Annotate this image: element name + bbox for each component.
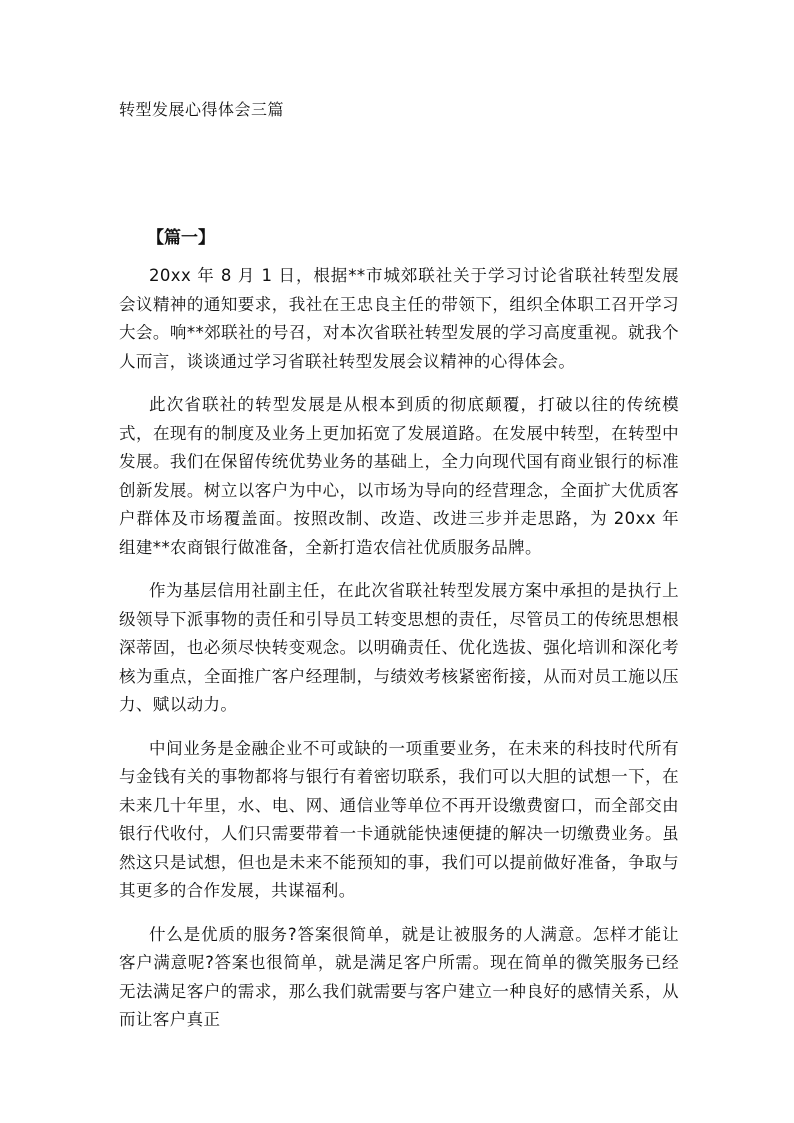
paragraph: 此次省联社的转型发展是从根本到质的彻底颠覆，打破以往的传统模式，在现有的制度及业务上更加拓宽了发展道路。在发展中转型，在转型中发展。我们在保留传统优势业务的基础上，全力向现代国有商业银行的标准创新发展。树立以客户为中心，以市场为导向的经营理念，全面扩大优质客户群体及市场覆盖面。按照改制、改造、改进三步并走思路，为 20xx 年组建**农商银行做准备，全新打造农信社优质服务品牌。 xyxy=(119,395,679,557)
paragraph: 什么是优质的服务?答案很简单，就是让被服务的人满意。怎样才能让客户满意呢?答案也很简单，就是满足客户所需。现在简单的微笑服务已经无法满足客户的需求，那么我们就需要与客户建立一种良好的感情关系，从而让客户真正 xyxy=(119,924,679,1029)
document-body xyxy=(119,262,679,1050)
paragraph: 20xx 年 8 月 1 日，根据**市城郊联社关于学习讨论省联社转型发展会议精神的通知要求，我社在王忠良主任的带领下，组织全体职工召开学习大会。响**郊联社的号召，对本次省联社转型发展的学习高度重视。就我个人而言，谈谈通过学习省联社转型发展会议精神的心得体会。 xyxy=(119,266,679,371)
paragraph: 中间业务是金融企业不可或缺的一项重要业务，在未来的科技时代所有与金钱有关的事物都将与银行有着密切联系，我们可以大胆的试想一下，在未来几十年里，水、电、网、通信业等单位不再开设缴费窗口，而全部交由银行代收付，人们只需要带着一卡通就能快速便捷的解决一切缴费业务。虽然这只是试想，但也是未来不能预知的事，我们可以提前做好准备，争取与其更多的合作发展，共谋福利。 xyxy=(119,738,679,900)
document-title: 转型发展心得体会三篇 xyxy=(119,100,285,119)
paragraph: 作为基层信用社副主任，在此次省联社转型发展方案中承担的是执行上级领导下派事物的责任和引导员工转变思想的责任，尽管员工的传统思想根深蒂固，也必须尽快转变观念。以明确责任、优化选拔、强化培训和深化考核为重点，全面推广客户经理制，与绩效考核紧密衔接，从而对员工施以压力、赋以动力。 xyxy=(119,581,679,714)
section-heading: 【篇一】 xyxy=(147,228,215,248)
